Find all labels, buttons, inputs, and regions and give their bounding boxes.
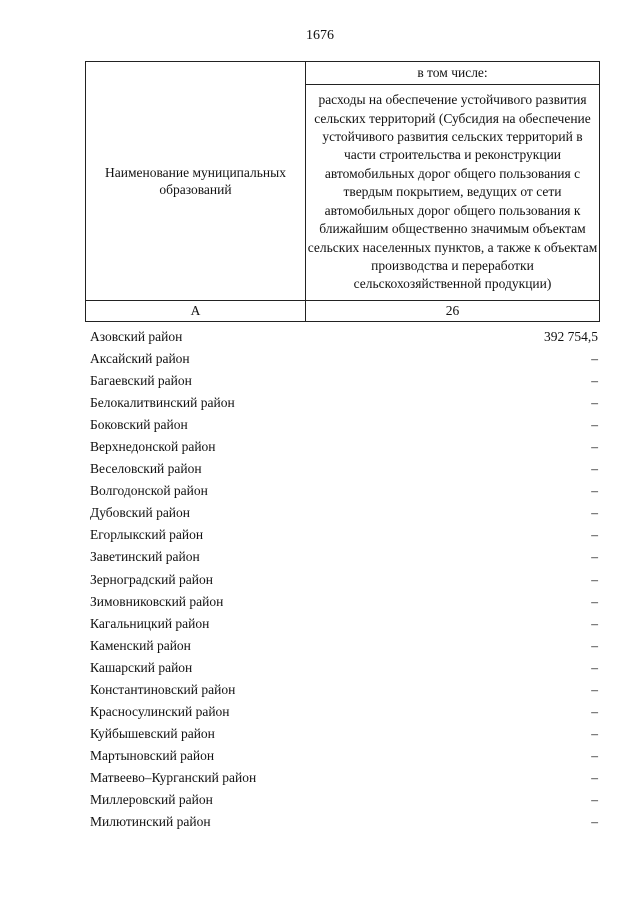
row-value: – (591, 439, 598, 455)
municipality-name: Кашарский район (90, 659, 193, 675)
header-name-column: Наименование муниципальных образований (86, 62, 306, 301)
row-value: – (591, 814, 598, 830)
municipality-name: Багаевский район (90, 373, 192, 389)
table-row (90, 480, 598, 502)
table-row (90, 348, 598, 370)
table-row (90, 546, 598, 568)
row-value: – (591, 483, 598, 499)
municipality-name: Куйбышевский район (90, 725, 215, 741)
row-value: – (591, 747, 598, 763)
row-value: – (591, 571, 598, 587)
municipality-name: Боковский район (90, 417, 188, 433)
municipality-name: Милютинский район (90, 814, 211, 830)
table-row (90, 569, 598, 591)
table-row (90, 635, 598, 657)
page-number: 1676 (306, 28, 334, 43)
table-row (90, 591, 598, 613)
municipality-name: Зерноградский район (90, 571, 213, 587)
municipality-name: Белокалитвинский район (90, 395, 235, 411)
table-row (90, 458, 598, 480)
table-row (90, 657, 598, 679)
municipality-name: Волгодонской район (90, 483, 208, 499)
header-col-26: 26 (306, 301, 600, 322)
municipality-name: Каменский район (90, 637, 191, 653)
table-header (85, 61, 600, 322)
municipality-name: Красносулинский район (90, 703, 230, 719)
row-value: – (591, 417, 598, 433)
row-value: – (591, 527, 598, 543)
municipality-name: Зимовниковский район (90, 593, 224, 609)
row-value: – (591, 549, 598, 565)
row-value: – (591, 395, 598, 411)
row-value: – (591, 769, 598, 785)
table-row (90, 811, 598, 833)
header-description: расходы на обеспечение устойчивого развития сельских территорий (Субсидия на обеспечение устойчивого развития сельских территорий в части строительства и реконструкции автомобильных дорог общего пользования с твердым покрытием, ведущих от сети автомобильных дорог общего пользования к ближайшим общественно значимым объектам сельских населенных пунктов, а также к объектам производства и переработки сельскохозяйственной продукции) (306, 85, 600, 301)
table-row (90, 789, 598, 811)
table-row (90, 679, 598, 701)
row-value: – (591, 505, 598, 521)
row-value: – (591, 659, 598, 675)
municipality-name: Дубовский район (90, 505, 191, 521)
table-row (90, 392, 598, 414)
row-value: – (591, 461, 598, 477)
municipality-name: Кагальницкий район (90, 615, 210, 631)
municipality-name: Верхнедонской район (90, 439, 216, 455)
row-value: – (591, 637, 598, 653)
row-value: – (591, 593, 598, 609)
row-value: – (591, 373, 598, 389)
row-value: – (591, 681, 598, 697)
table-row (90, 326, 598, 348)
municipality-name: Азовский район (90, 329, 183, 345)
header-col-a: А (86, 301, 306, 322)
municipality-name: Константиновский район (90, 681, 236, 697)
header-including: в том числе: (306, 62, 600, 85)
table-row (90, 370, 598, 392)
table-row (90, 767, 598, 789)
row-value: – (591, 703, 598, 719)
row-value: – (591, 725, 598, 741)
municipality-name: Веселовский район (90, 461, 202, 477)
table-row (90, 502, 598, 524)
table-row (90, 414, 598, 436)
municipality-name: Аксайский район (90, 351, 190, 367)
municipality-name: Егорлыкский район (90, 527, 204, 543)
municipality-name: Миллеровский район (90, 792, 213, 807)
table-row (90, 524, 598, 546)
municipality-name: Матвеево–Курганский район (90, 769, 257, 785)
table-row (90, 701, 598, 723)
municipality-name: Заветинский район (90, 549, 200, 565)
table-row (90, 613, 598, 635)
table-row (90, 745, 598, 767)
table-row (90, 436, 598, 458)
municipality-name: Мартыновский район (90, 747, 215, 763)
row-value: – (591, 792, 598, 807)
table-body (90, 326, 598, 833)
table-row (90, 723, 598, 745)
row-value: – (591, 351, 598, 367)
row-value: 392 754,5 (544, 329, 598, 345)
row-value: – (591, 615, 598, 631)
